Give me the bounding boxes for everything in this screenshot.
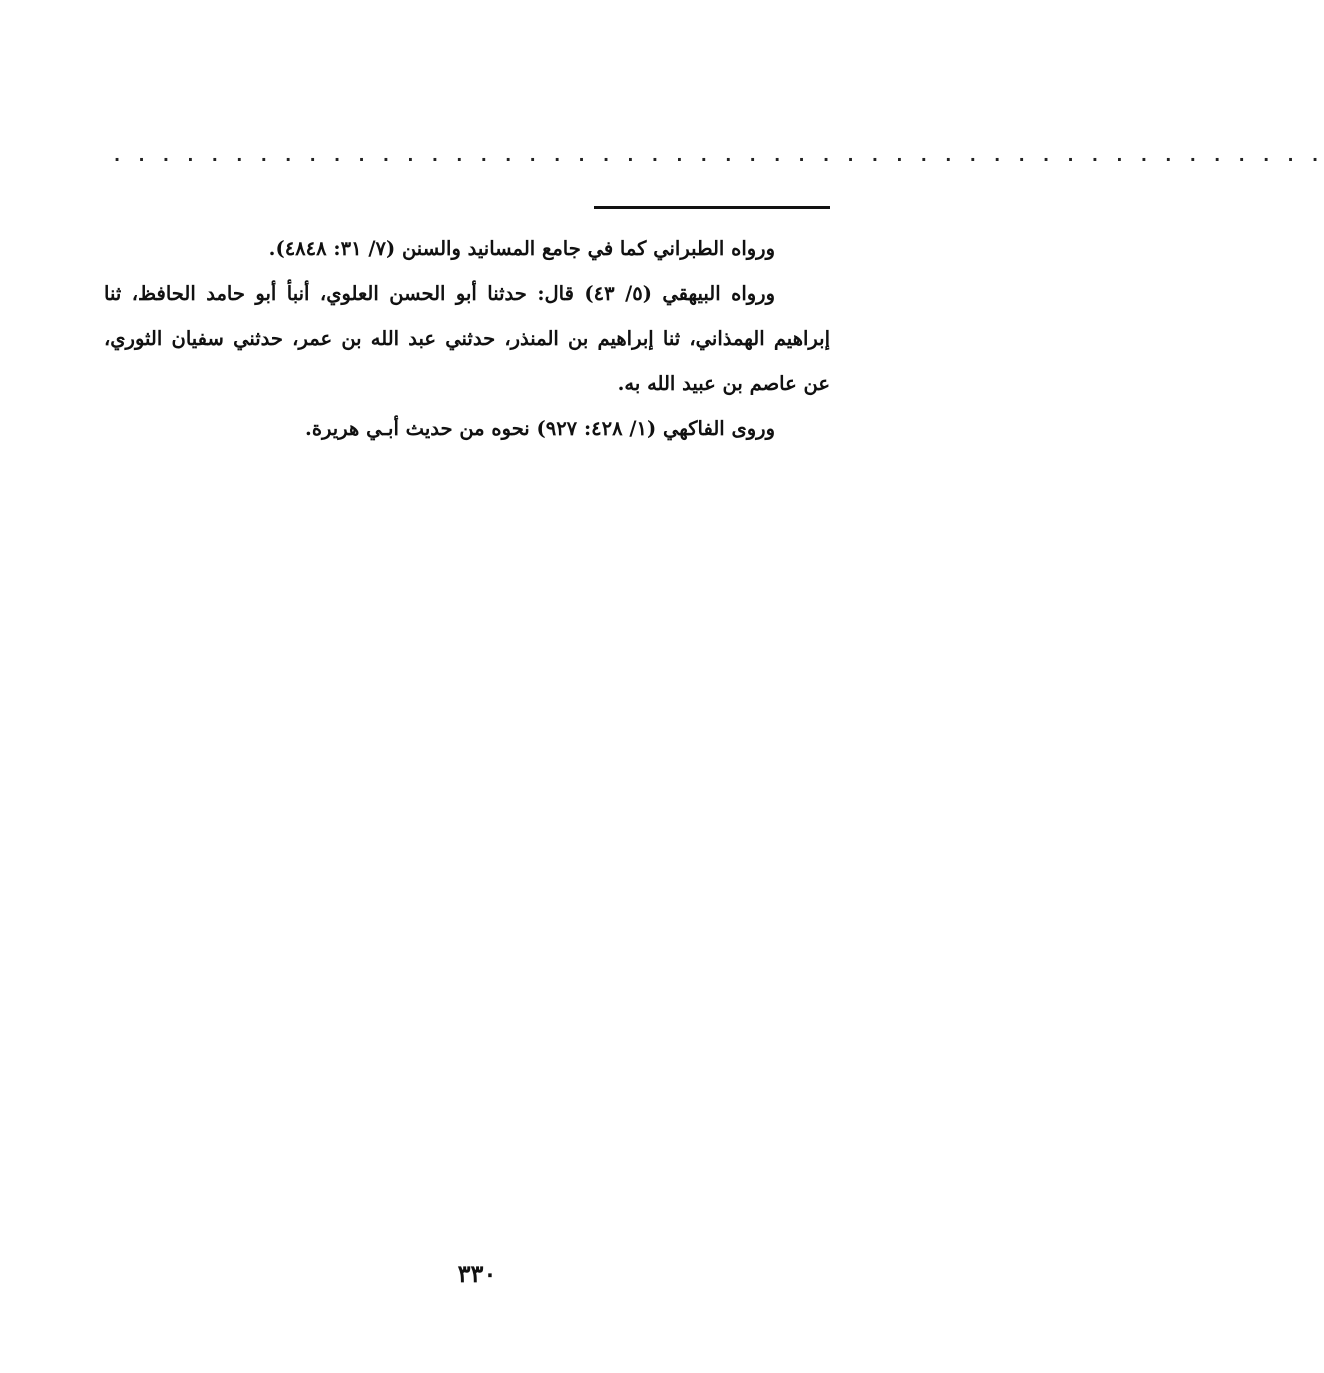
footnote-rule	[594, 206, 830, 209]
footnote-paragraph: وروى الفاكهي (١/ ٤٢٨: ٩٢٧) نحوه من حديث أبـي هريرة.	[305, 417, 775, 440]
footnote-paragraph: ورواه الطبراني كما في جامع المسانيد والسنن (٧/ ٣١: ٤٨٤٨).	[268, 237, 775, 260]
footnotes	[104, 226, 830, 451]
page-number: ٣٣٠	[457, 1259, 497, 1288]
footnote-paragraph: ورواه البيهقي (٥/ ٤٣) قال: حدثنا أبو الحسن العلوي، أنبأ أبو حامد الحافظ، ثنا إبراهيم الهمذاني، ثنا إبراهيم بن المنذر، حدثني عبد الله بن عمر، حدثني سفيان الثوري، عن عاصم بن عبيد الله به.	[104, 282, 830, 395]
separator-dots: . . . . . . . . . . . . . . . . . . . . . . . . . . . . . . . . . . . . . . . . . . . . . . . . . .	[114, 146, 1324, 165]
